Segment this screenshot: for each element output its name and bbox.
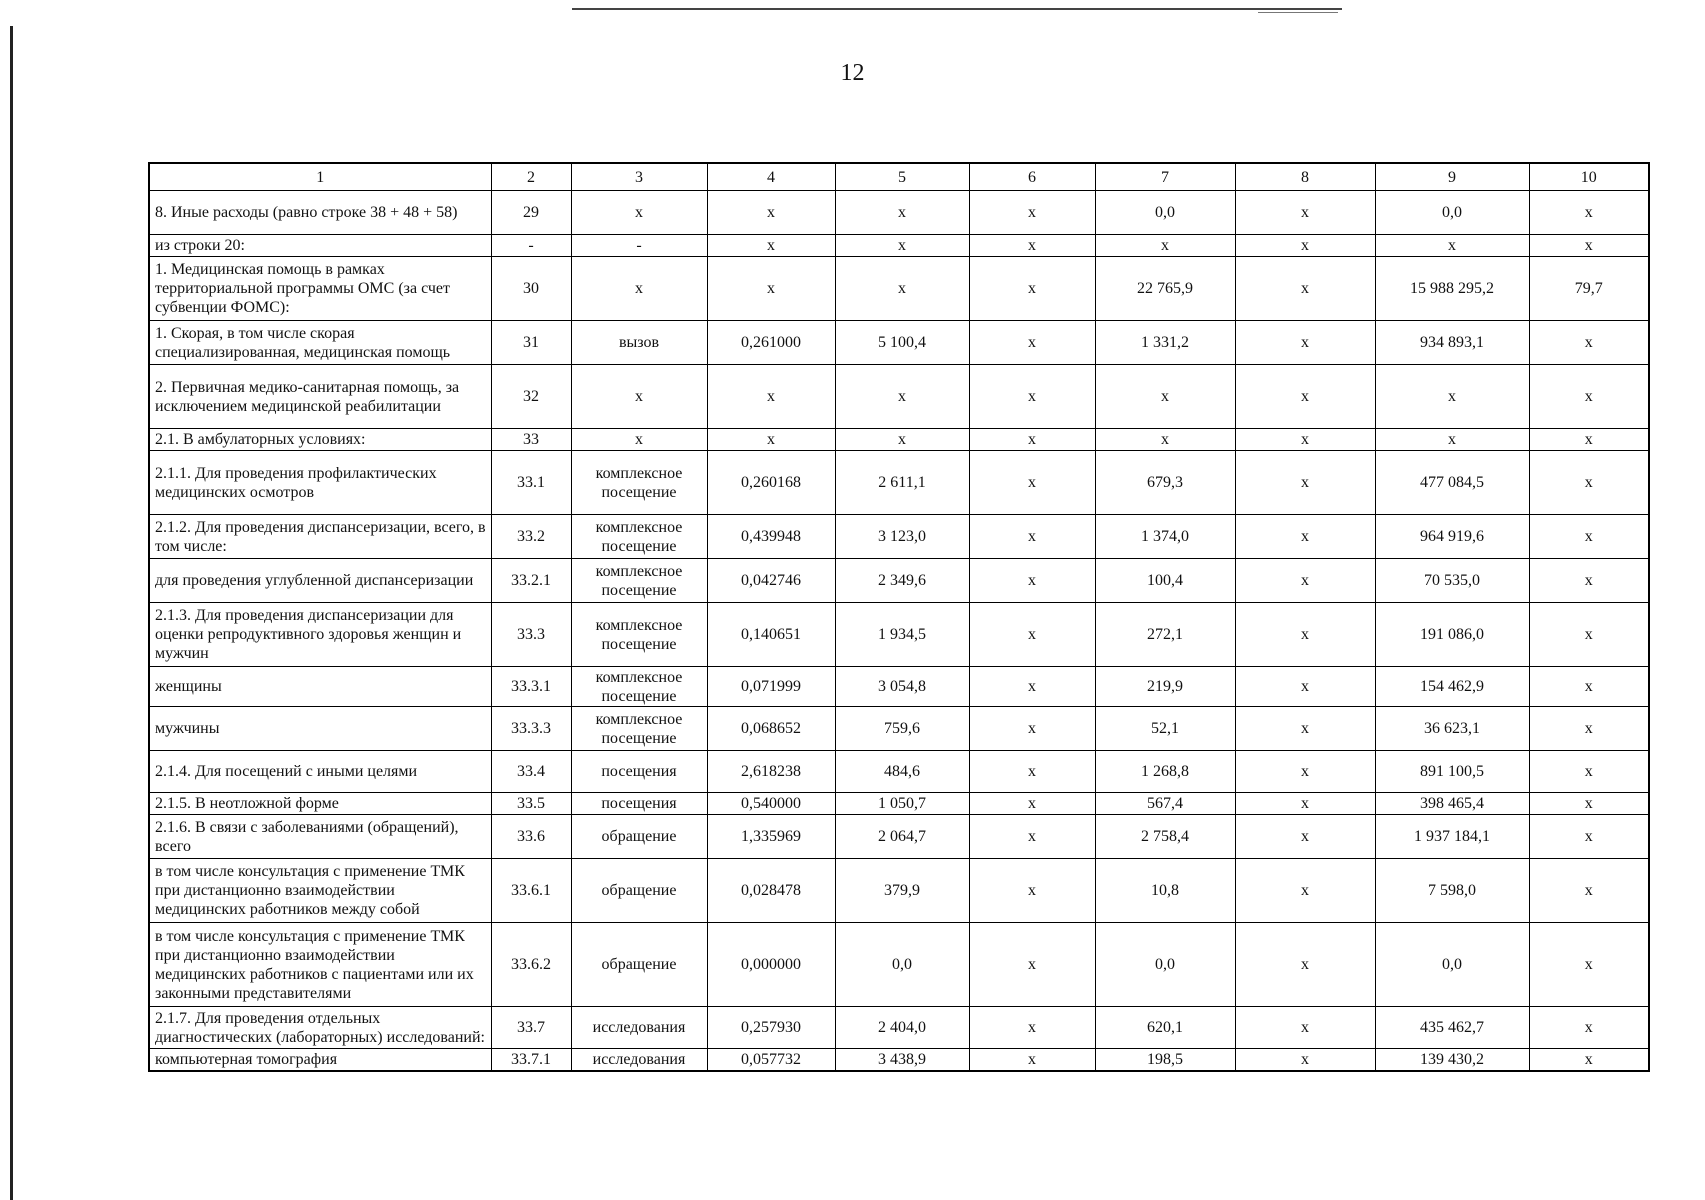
table-cell: х	[969, 859, 1095, 923]
table-cell: х	[571, 257, 707, 321]
table-cell: 0,140651	[707, 603, 835, 667]
column-header-10: 10	[1529, 163, 1649, 191]
table-cell: 33.5	[491, 793, 571, 815]
table-row	[149, 751, 1649, 793]
table-cell: 15 988 295,2	[1375, 257, 1529, 321]
table-cell: 379,9	[835, 859, 969, 923]
row-label-cell: для проведения углубленной диспансеризации	[149, 559, 491, 603]
table-cell: 33	[491, 429, 571, 451]
table-row	[149, 667, 1649, 707]
table-cell: х	[1529, 559, 1649, 603]
table-cell: х	[1529, 751, 1649, 793]
table-cell: 1 937 184,1	[1375, 815, 1529, 859]
table-cell: 33.2	[491, 515, 571, 559]
table-cell: х	[969, 257, 1095, 321]
row-label-cell: 2.1.6. В связи с заболеваниями (обращений), всего	[149, 815, 491, 859]
table-cell: -	[491, 235, 571, 257]
table-cell: х	[571, 191, 707, 235]
table-row	[149, 321, 1649, 365]
row-label-cell: 2.1.3. Для проведения диспансеризации для оценки репродуктивного здоровья женщин и мужчин	[149, 603, 491, 667]
table-cell: исследования	[571, 1007, 707, 1049]
row-label-cell: 2.1.4. Для посещений с иными целями	[149, 751, 491, 793]
table-cell: 477 084,5	[1375, 451, 1529, 515]
table-row	[149, 859, 1649, 923]
table-cell: х	[969, 923, 1095, 1007]
table-cell: х	[1529, 815, 1649, 859]
table-row	[149, 191, 1649, 235]
row-label-cell: из строки 20:	[149, 235, 491, 257]
table-cell: х	[1235, 257, 1375, 321]
table-cell: обращение	[571, 923, 707, 1007]
table-cell: х	[1235, 793, 1375, 815]
table-cell: 964 919,6	[1375, 515, 1529, 559]
table-cell: комплексное посещение	[571, 707, 707, 751]
table-cell: х	[969, 1049, 1095, 1071]
table-cell: х	[1235, 365, 1375, 429]
table-cell: х	[1529, 1049, 1649, 1071]
table-cell: х	[969, 707, 1095, 751]
table-cell: х	[835, 257, 969, 321]
table-row	[149, 429, 1649, 451]
header-row	[149, 163, 1649, 191]
table-cell: х	[707, 257, 835, 321]
table-row	[149, 235, 1649, 257]
scan-edge-top	[572, 8, 1342, 10]
scan-edge-top-faint	[1258, 12, 1338, 13]
scan-edge-left	[10, 26, 13, 1200]
table-cell: х	[1095, 365, 1235, 429]
table-cell: х	[969, 559, 1095, 603]
table-cell: 33.7.1	[491, 1049, 571, 1071]
table-cell: х	[1529, 603, 1649, 667]
row-label-cell: 2.1. В амбулаторных условиях:	[149, 429, 491, 451]
table-cell: вызов	[571, 321, 707, 365]
table-cell: 33.6	[491, 815, 571, 859]
table-cell: посещения	[571, 751, 707, 793]
table-cell: 0,257930	[707, 1007, 835, 1049]
table-cell: х	[969, 1007, 1095, 1049]
table-cell: х	[1529, 429, 1649, 451]
table-cell: 0,261000	[707, 321, 835, 365]
table-cell: х	[707, 365, 835, 429]
table-cell: х	[969, 667, 1095, 707]
table-cell: 7 598,0	[1375, 859, 1529, 923]
table-cell: х	[1375, 235, 1529, 257]
table-cell: комплексное посещение	[571, 667, 707, 707]
table-cell: х	[969, 815, 1095, 859]
table-cell: 679,3	[1095, 451, 1235, 515]
table-cell: 0,028478	[707, 859, 835, 923]
table-cell: 3 054,8	[835, 667, 969, 707]
table-cell: х	[1235, 923, 1375, 1007]
table-cell: 139 430,2	[1375, 1049, 1529, 1071]
table-cell: х	[1529, 707, 1649, 751]
table-row	[149, 793, 1649, 815]
table-cell: 30	[491, 257, 571, 321]
row-label-cell: мужчины	[149, 707, 491, 751]
table-cell: х	[1235, 191, 1375, 235]
table-cell: х	[1529, 515, 1649, 559]
table-cell: 33.2.1	[491, 559, 571, 603]
column-header-5: 5	[835, 163, 969, 191]
table-cell: 484,6	[835, 751, 969, 793]
table-cell: 620,1	[1095, 1007, 1235, 1049]
table-cell: 0,042746	[707, 559, 835, 603]
table-body	[149, 191, 1649, 1071]
table-cell: 891 100,5	[1375, 751, 1529, 793]
table-cell: х	[1375, 429, 1529, 451]
row-label-cell: женщины	[149, 667, 491, 707]
table-cell: х	[1529, 793, 1649, 815]
table-cell: 0,0	[835, 923, 969, 1007]
column-header-8: 8	[1235, 163, 1375, 191]
table-cell: 759,6	[835, 707, 969, 751]
table-cell: х	[1235, 1049, 1375, 1071]
table-cell: комплексное посещение	[571, 451, 707, 515]
table-cell: х	[969, 321, 1095, 365]
row-label-cell: 8. Иные расходы (равно строке 38 + 48 + 58)	[149, 191, 491, 235]
table-cell: х	[1529, 1007, 1649, 1049]
table-cell: х	[835, 235, 969, 257]
table-cell: 31	[491, 321, 571, 365]
table-cell: х	[1235, 707, 1375, 751]
table-cell: 0,260168	[707, 451, 835, 515]
table-cell: 2 758,4	[1095, 815, 1235, 859]
table-cell: 567,4	[1095, 793, 1235, 815]
table-cell: 2 064,7	[835, 815, 969, 859]
column-header-4: 4	[707, 163, 835, 191]
table-cell: 934 893,1	[1375, 321, 1529, 365]
table-cell: х	[571, 365, 707, 429]
table-cell: 0,0	[1375, 191, 1529, 235]
table-cell: х	[1235, 515, 1375, 559]
table-cell: 0,068652	[707, 707, 835, 751]
table-cell: 2 611,1	[835, 451, 969, 515]
row-label-cell: 2.1.5. В неотложной форме	[149, 793, 491, 815]
table-cell: х	[969, 365, 1095, 429]
table-cell: 1 934,5	[835, 603, 969, 667]
table-cell: 1 331,2	[1095, 321, 1235, 365]
table-cell: посещения	[571, 793, 707, 815]
table-cell: 2 349,6	[835, 559, 969, 603]
table-cell: х	[1235, 429, 1375, 451]
table-cell: х	[969, 429, 1095, 451]
table-cell: 0,540000	[707, 793, 835, 815]
table-cell: 33.6.1	[491, 859, 571, 923]
row-label-cell: компьютерная томография	[149, 1049, 491, 1071]
table-cell: х	[1235, 751, 1375, 793]
table-cell: х	[969, 793, 1095, 815]
table-row	[149, 815, 1649, 859]
row-label-cell: 1. Медицинская помощь в рамках территориальной программы ОМС (за счет субвенции ФОМС):	[149, 257, 491, 321]
table-cell: 219,9	[1095, 667, 1235, 707]
table-cell: комплексное посещение	[571, 603, 707, 667]
table-row	[149, 257, 1649, 321]
row-label-cell: в том числе консультация с применение ТМК при дистанционно взаимодействии медицинских работников с пациентами или их законными представителями	[149, 923, 491, 1007]
table-cell: х	[1095, 235, 1235, 257]
column-header-6: 6	[969, 163, 1095, 191]
row-label-cell: 1. Скорая, в том числе скорая специализированная, медицинская помощь	[149, 321, 491, 365]
table-cell: 33.7	[491, 1007, 571, 1049]
table-cell: х	[707, 191, 835, 235]
table-cell: х	[969, 603, 1095, 667]
table-cell: 435 462,7	[1375, 1007, 1529, 1049]
table-row	[149, 559, 1649, 603]
table-cell: 1,335969	[707, 815, 835, 859]
table-cell: 2 404,0	[835, 1007, 969, 1049]
table-row	[149, 923, 1649, 1007]
table-cell: 33.3	[491, 603, 571, 667]
table-cell: х	[969, 451, 1095, 515]
table-cell: х	[969, 751, 1095, 793]
table-cell: х	[1529, 451, 1649, 515]
row-label-cell: 2.1.1. Для проведения профилактических медицинских осмотров	[149, 451, 491, 515]
row-label-cell: 2.1.7. Для проведения отдельных диагностических (лабораторных) исследований:	[149, 1007, 491, 1049]
table-cell: х	[1095, 429, 1235, 451]
table-cell: 1 050,7	[835, 793, 969, 815]
table-cell: 33.6.2	[491, 923, 571, 1007]
table-row	[149, 1049, 1649, 1071]
table-row	[149, 707, 1649, 751]
table-cell: 1 268,8	[1095, 751, 1235, 793]
table-cell: х	[1529, 365, 1649, 429]
table-cell: 3 438,9	[835, 1049, 969, 1071]
row-label-cell: в том числе консультация с применение ТМК при дистанционно взаимодействии медицинских работников между собой	[149, 859, 491, 923]
table-cell: х	[1529, 321, 1649, 365]
table-cell: 398 465,4	[1375, 793, 1529, 815]
table-row	[149, 1007, 1649, 1049]
table-cell: х	[969, 191, 1095, 235]
table-row	[149, 451, 1649, 515]
table-cell: обращение	[571, 859, 707, 923]
row-label-cell: 2.1.2. Для проведения диспансеризации, всего, в том числе:	[149, 515, 491, 559]
table-cell: х	[707, 235, 835, 257]
table-cell: х	[707, 429, 835, 451]
table-cell: х	[1235, 235, 1375, 257]
table-cell: х	[1235, 603, 1375, 667]
table-cell: 10,8	[1095, 859, 1235, 923]
table-cell: х	[1529, 923, 1649, 1007]
row-label-cell: 2. Первичная медико-санитарная помощь, за исключением медицинской реабилитации	[149, 365, 491, 429]
table-cell: 29	[491, 191, 571, 235]
table-cell: х	[571, 429, 707, 451]
table-cell: 0,071999	[707, 667, 835, 707]
table-cell: 100,4	[1095, 559, 1235, 603]
table-cell: комплексное посещение	[571, 559, 707, 603]
data-table	[148, 162, 1650, 1072]
table-cell: х	[1235, 667, 1375, 707]
table-cell: х	[1235, 559, 1375, 603]
table-cell: х	[835, 429, 969, 451]
table-cell: 198,5	[1095, 1049, 1235, 1071]
column-header-3: 3	[571, 163, 707, 191]
table-cell: х	[1529, 859, 1649, 923]
table-cell: х	[1235, 321, 1375, 365]
table-row	[149, 365, 1649, 429]
table-container	[148, 162, 1648, 1072]
column-header-2: 2	[491, 163, 571, 191]
table-cell: комплексное посещение	[571, 515, 707, 559]
table-cell: 32	[491, 365, 571, 429]
table-cell: 0,0	[1095, 191, 1235, 235]
table-cell: -	[571, 235, 707, 257]
table-cell: 0,0	[1375, 923, 1529, 1007]
table-cell: х	[969, 235, 1095, 257]
table-cell: х	[969, 515, 1095, 559]
table-cell: х	[1235, 451, 1375, 515]
table-cell: 2,618238	[707, 751, 835, 793]
table-cell: х	[1529, 235, 1649, 257]
table-cell: 0,0	[1095, 923, 1235, 1007]
table-cell: 0,057732	[707, 1049, 835, 1071]
table-cell: х	[835, 365, 969, 429]
table-cell: 33.3.3	[491, 707, 571, 751]
table-cell: х	[1529, 667, 1649, 707]
table-cell: х	[1235, 1007, 1375, 1049]
table-cell: х	[1235, 859, 1375, 923]
column-header-1: 1	[149, 163, 491, 191]
column-header-9: 9	[1375, 163, 1529, 191]
table-cell: 22 765,9	[1095, 257, 1235, 321]
table-cell: 154 462,9	[1375, 667, 1529, 707]
table-cell: 0,439948	[707, 515, 835, 559]
table-cell: 36 623,1	[1375, 707, 1529, 751]
table-cell: х	[1235, 815, 1375, 859]
table-cell: 70 535,0	[1375, 559, 1529, 603]
table-cell: 5 100,4	[835, 321, 969, 365]
table-cell: х	[835, 191, 969, 235]
table-cell: х	[1529, 191, 1649, 235]
table-cell: 33.3.1	[491, 667, 571, 707]
table-cell: 272,1	[1095, 603, 1235, 667]
table-cell: обращение	[571, 815, 707, 859]
table-row	[149, 603, 1649, 667]
table-cell: исследования	[571, 1049, 707, 1071]
table-cell: 191 086,0	[1375, 603, 1529, 667]
column-header-7: 7	[1095, 163, 1235, 191]
table-cell: 52,1	[1095, 707, 1235, 751]
table-cell: 79,7	[1529, 257, 1649, 321]
table-cell: 33.1	[491, 451, 571, 515]
table-cell: 1 374,0	[1095, 515, 1235, 559]
table-cell: 0,000000	[707, 923, 835, 1007]
table-cell: х	[1375, 365, 1529, 429]
table-row	[149, 515, 1649, 559]
page-number: 12	[840, 60, 865, 86]
table-cell: 33.4	[491, 751, 571, 793]
table-cell: 3 123,0	[835, 515, 969, 559]
